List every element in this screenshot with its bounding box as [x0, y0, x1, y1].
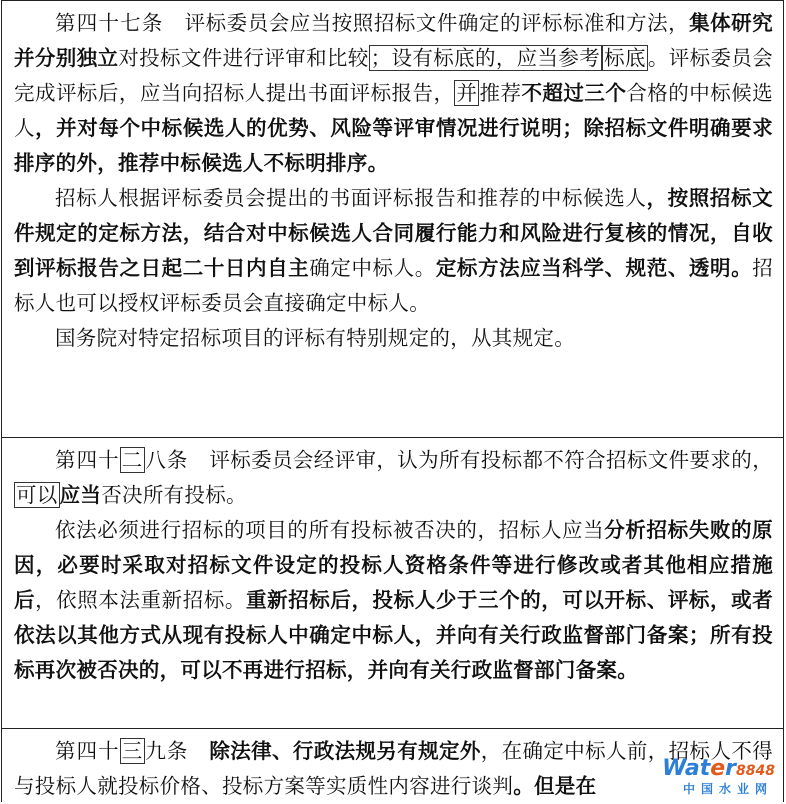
- article-49-number-boxed: 三: [121, 739, 144, 763]
- article-48-paragraph-1: [2, 443, 783, 513]
- article-48-bold-1: 应当: [59, 483, 102, 507]
- article-47-p2-text-1: 招标人根据评标委员会提出的书面评标报告和推荐的中标候选人: [55, 186, 647, 210]
- article-47-text-3: 。评标委员会完成评标后，应当向招标人提出书面评标报告，: [14, 46, 773, 105]
- article-47-paragraph-3: 国务院对特定招标项目的评标有特别规定的，从其规定。: [55, 326, 575, 350]
- article-47-boxed-text-3: 并: [456, 81, 478, 105]
- article-48-p2-bold-2: 重新招标后，投标人少于三个的，可以开标、评标，或者依法以其他方式从现有投标人中确定中标人，并向有关行政监督部门备案；所有投标再次被否决的，可以不再进行招标，并向有关行政监督部门备案。: [14, 588, 773, 682]
- article-48-p2-text-1: 依法必须进行招标的项目的所有投标被否决的，招标人应当: [55, 518, 605, 542]
- article-47-boxed-text-1: ；设有标底的，应当参考: [370, 46, 601, 70]
- article-47-bold-2: 不超过三个: [521, 81, 627, 105]
- article-47-text-4: 推: [479, 81, 501, 105]
- article-47-bold-3: ，并对每个中标候选人的优势、风险等评审情况进行说明；除招标文件明确要求排序的外，推荐中标候选人不标明排序。: [14, 116, 773, 175]
- article-49-cell: [1, 728, 784, 802]
- article-47-paragraph-2: [2, 181, 783, 321]
- watermark-brand-a: Wat: [662, 756, 711, 781]
- article-47-number: 第四十七条: [55, 11, 164, 35]
- article-49-bold-2: 。但是在: [513, 774, 597, 798]
- watermark-brand-number: 8848: [736, 763, 775, 779]
- article-48-p2-bold-1: 分析招标失败的原因，必要时采取对招标文件设定的投标人资格条件等进行修改或者其他相应措施后: [14, 518, 773, 612]
- article-47-bold-1: 集体研究并分别独立: [14, 11, 774, 70]
- article-48-cell: [1, 437, 784, 728]
- article-47-text-6: 合格的中标候选人: [14, 81, 773, 140]
- article-47-p2-bold-2: 定标方法应当科学、规范、透明。: [435, 256, 753, 280]
- article-47-p2-text-3: 招标人也可以授权评标委员会直接确定中标人。: [14, 256, 773, 315]
- article-48-number-b: 八条: [145, 448, 189, 472]
- watermark-subtitle: 中国水业网: [682, 782, 773, 796]
- article-47-text-5: 荐: [500, 81, 522, 105]
- article-47-cell: [1, 0, 784, 437]
- article-49-text-1: ，在确定中标人前，招标人不得与投标人就投标价格、投标方案等实质性内容进行谈判: [14, 739, 773, 798]
- article-48-text-1: 评标委员会经评审，认为所有投标都不符合招标文件要求的，: [209, 448, 773, 472]
- article-47-paragraph-1: [2, 6, 783, 181]
- article-49-number-b: 九条: [145, 739, 189, 763]
- article-48-boxed-text: 可以: [16, 483, 58, 507]
- article-47-text-2: 对投标文件进行评审和比较: [118, 46, 369, 70]
- watermark-brand-o: e: [710, 756, 726, 781]
- article-48-text-2: 否决所有投标。: [101, 483, 247, 507]
- article-47-p2-text-2: 确定中标人。: [309, 256, 436, 280]
- watermark-brand-b: r: [725, 756, 737, 781]
- article-47-p2-bold-1: ，按照招标文件规定的定标方法，结合对中标候选人合同履行能力和风险进行复核的情况，自收到评标报告之日起二十日内自主: [14, 186, 773, 280]
- article-49-paragraph-1: [2, 734, 783, 804]
- article-49-number-a: 第四十: [55, 739, 120, 763]
- article-48-number-boxed: 二: [121, 448, 144, 472]
- article-48-paragraph-2: [2, 513, 783, 688]
- article-47-text-1: 评标委员会应当按照招标文件确定的评标标准和方法，: [184, 11, 690, 35]
- article-48-p2-text-2: ，依照本法重新招标。: [35, 588, 247, 612]
- article-49-bold-1: 除法律、行政法规另有规定外: [209, 739, 481, 763]
- article-48-number-a: 第四十: [55, 448, 120, 472]
- article-47-boxed-text-2: 标底: [604, 46, 646, 70]
